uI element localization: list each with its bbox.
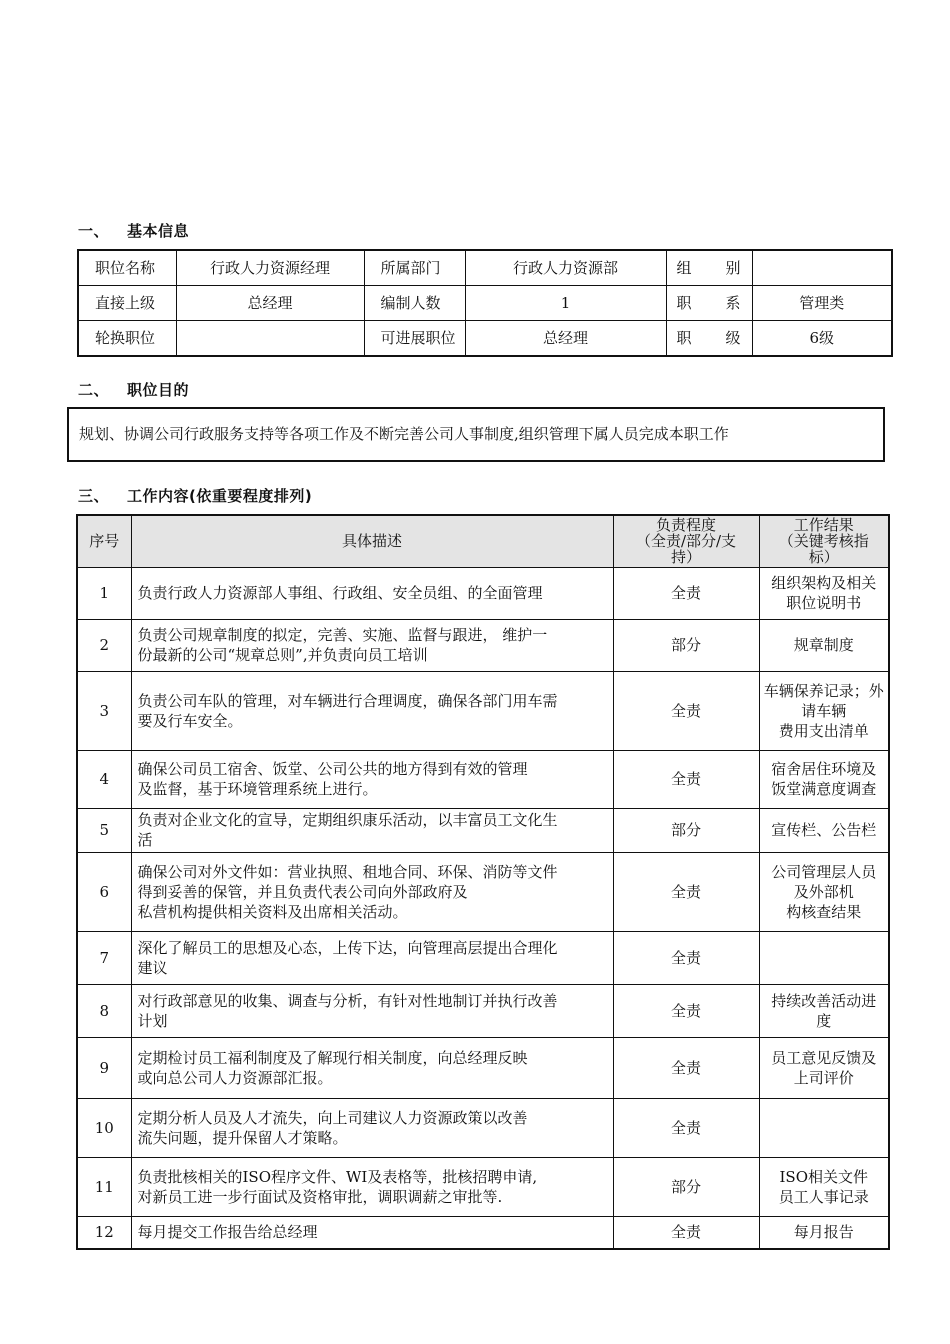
row-result [759,931,889,984]
basic-info-row [78,286,892,321]
description-line: 确保公司员工宿舍、饭堂、公司公共的地方得到有效的管理 [137,760,528,778]
section2-heading [78,379,189,400]
table-row [77,567,889,619]
row-description [131,984,613,1037]
description-line: 私营机构提供相关资料及出席相关活动。 [137,902,408,921]
description-line: 负责公司规章制度的拟定，完善、实施、监督与跟进， 维护一 [137,626,548,644]
result-line: 组织架构及相关 [771,574,877,592]
table-row [77,984,889,1037]
table-row [77,852,889,931]
result-line: 及外部机 [793,882,854,901]
result-line: 请车辆 [801,701,847,720]
field-value: 1 [465,286,666,321]
result-line: 员工意见反馈及 [771,1048,877,1067]
row-result [759,1037,889,1098]
row-responsibility: 全责 [613,852,759,931]
result-line: 车辆保养记录；外 [763,681,884,700]
table-row [77,1037,889,1098]
result-line: 宣传栏、公告栏 [771,821,877,839]
table-row [77,1157,889,1216]
header-result [759,515,889,567]
table-row [77,671,889,750]
description-line: 负责对企业文化的宣导，定期组织康乐活动，以丰富员工文化生 [137,811,558,829]
position-purpose-text: 规划、协调公司行政服务支持等各项工作及不断完善公司人事制度,组织管理下属人员完成本职工作 [79,425,729,443]
row-number: 11 [77,1157,131,1216]
result-line: 度 [816,1011,832,1030]
field-label: 可进展职位 [364,321,465,357]
result-line: 职位说明书 [786,594,862,612]
row-responsibility: 全责 [613,984,759,1037]
description-line: 对行政部意见的收集、调查与分析，有针对性地制订并执行改善 [137,991,558,1010]
row-description [131,1037,613,1098]
result-line: 持续改善活动进 [771,991,877,1010]
header-line: 负责程度 [655,516,716,535]
row-number: 4 [77,750,131,808]
row-result [759,808,889,852]
row-responsibility: 全责 [613,931,759,984]
field-pair [666,286,752,321]
field-value [176,321,364,357]
basic-info-row [78,250,892,286]
description-line: 计划 [137,1011,168,1030]
row-responsibility: 部分 [613,1157,759,1216]
section3-heading [78,485,312,506]
row-responsibility: 全责 [613,671,759,750]
field-label: 编制人数 [364,286,465,321]
row-number: 5 [77,808,131,852]
table-row [77,808,889,852]
result-line: 规章制度 [793,636,854,654]
row-number: 3 [77,671,131,750]
row-number: 1 [77,567,131,619]
row-result [759,1098,889,1157]
field-label: 职位名称 [78,250,176,286]
section1-number: 一、 [78,222,110,240]
description-line: 定期分析人员及人才流失，向上司建议人力资源政策以改善 [137,1108,528,1127]
table-row [77,1216,889,1249]
row-number: 12 [77,1216,131,1249]
field-value: 6级 [752,321,892,357]
table-header-row [77,515,889,567]
section3-number: 三、 [78,487,110,505]
result-line: 饭堂满意度调查 [771,780,877,798]
description-line: 要及行车安全。 [137,711,243,730]
description-line: 负责公司车队的管理，对车辆进行合理调度，确保各部门用车需 [137,691,558,710]
result-line: 每月报告 [793,1223,854,1242]
field-label: 所属部门 [364,250,465,286]
result-line: 上司评价 [793,1068,854,1087]
field-value [752,250,892,286]
row-result [759,852,889,931]
header-line: （关键考核指 [778,532,869,551]
table-row [77,619,889,671]
description-line: 份最新的公司“规章总则”,并负责向员工培训 [137,646,428,664]
row-description [131,619,613,671]
description-line: 流失问题，提升保留人才策略。 [137,1128,348,1147]
header-line: 标） [808,548,839,567]
row-number: 6 [77,852,131,931]
description-line: 确保公司对外文件如：营业执照、租地合同、环保、消防等文件 [137,862,558,881]
description-line: 及监督，基于环境管理系统上进行。 [137,780,378,798]
row-description [131,671,613,750]
field-label-part: 级 [725,329,741,347]
description-line: 得到妥善的保管，并且负责代表公司向外部政府及 [137,882,468,901]
row-responsibility: 部分 [613,619,759,671]
description-line: 对新员工进一步行面试及资格审批，调职调薪之审批等. [137,1187,503,1206]
result-line: ISO相关文件 [779,1167,868,1186]
row-result [759,619,889,671]
table-row [77,1098,889,1157]
row-number: 10 [77,1098,131,1157]
result-line: 员工人事记录 [778,1187,869,1206]
result-line: 公司管理层人员 [771,862,877,881]
basic-info-table [77,249,893,357]
header-line: （全责/部分/支 [635,532,737,551]
row-responsibility: 全责 [613,1098,759,1157]
field-label: 轮换职位 [78,321,176,357]
table-row [77,931,889,984]
section2-number: 二、 [78,381,110,399]
row-description [131,567,613,619]
section1-heading [78,220,189,241]
row-responsibility: 全责 [613,750,759,808]
section1-title: 基本信息 [127,222,190,240]
field-label-part: 系 [725,294,741,312]
field-value: 行政人力资源部 [465,250,666,286]
result-line: 构核查结果 [786,902,862,921]
row-description [131,1157,613,1216]
position-purpose-box [67,407,885,462]
field-value: 总经理 [176,286,364,321]
row-description [131,808,613,852]
field-value: 总经理 [465,321,666,357]
description-line: 或向总公司人力资源部汇报。 [137,1068,333,1087]
field-label-part: 职 [676,329,692,347]
row-result [759,671,889,750]
basic-info-row [78,321,892,357]
field-label-part: 职 [676,294,692,312]
section3-title: 工作内容(依重要程度排列) [127,487,313,505]
header-desc: 具体描述 [131,515,613,567]
row-result [759,1157,889,1216]
row-number: 9 [77,1037,131,1098]
field-pair [666,250,752,286]
field-pair [666,321,752,357]
row-description [131,1216,613,1249]
result-line: 费用支出清单 [778,721,869,740]
field-label-part: 组 [676,259,692,277]
header-line: 工作结果 [793,516,854,535]
description-line: 定期检讨员工福利制度及了解现行相关制度，向总经理反映 [137,1048,528,1067]
row-result [759,984,889,1037]
row-description [131,852,613,931]
table-row [77,750,889,808]
description-line: 每月提交工作报告给总经理 [137,1223,318,1242]
description-line: 负责行政人力资源部人事组、行政组、安全员组、的全面管理 [137,584,543,602]
row-number: 8 [77,984,131,1037]
description-line: 深化了解员工的思想及心态，上传下达，向管理高层提出合理化 [137,938,558,957]
section2-title: 职位目的 [127,381,190,399]
row-description [131,931,613,984]
row-description [131,750,613,808]
result-line: 宿舍居住环境及 [771,760,877,778]
row-responsibility: 全责 [613,1037,759,1098]
field-value: 行政人力资源经理 [176,250,364,286]
row-result [759,750,889,808]
field-label-part: 别 [725,259,741,277]
row-responsibility: 部分 [613,808,759,852]
work-content-table [76,514,890,1250]
description-line: 活 [137,831,153,849]
field-value: 管理类 [752,286,892,321]
header-line: 持） [670,548,701,567]
field-label: 直接上级 [78,286,176,321]
row-description [131,1098,613,1157]
row-responsibility: 全责 [613,567,759,619]
row-number: 7 [77,931,131,984]
row-responsibility: 全责 [613,1216,759,1249]
row-number: 2 [77,619,131,671]
row-result [759,567,889,619]
header-no: 序号 [77,515,131,567]
description-line: 负责批核相关的ISO程序文件、WI及表格等，批核招聘申请, [137,1167,538,1186]
header-responsibility [613,515,759,567]
row-result [759,1216,889,1249]
description-line: 建议 [137,958,168,977]
